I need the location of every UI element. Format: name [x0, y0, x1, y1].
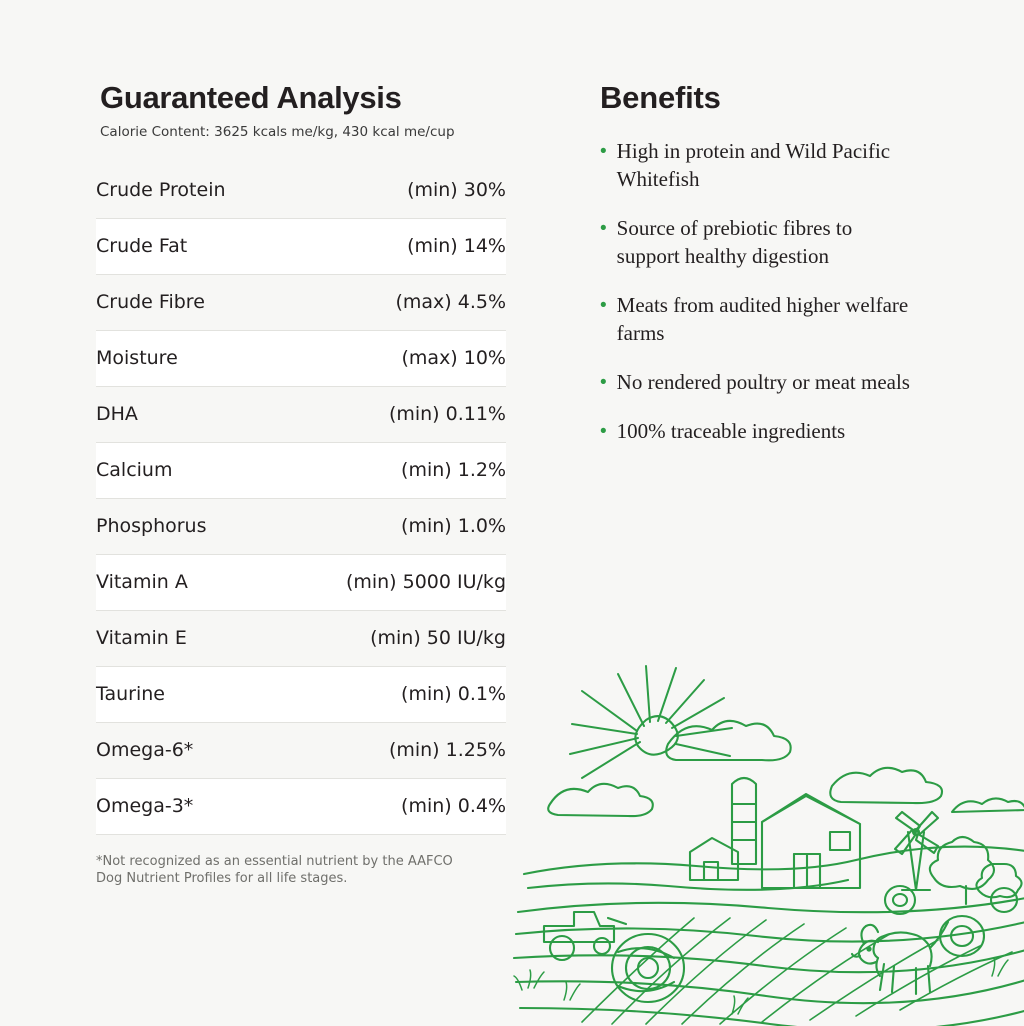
list-item: [600, 138, 960, 194]
nutrient-value: (max) 4.5%: [279, 274, 506, 330]
nutrient-value: (max) 10%: [279, 330, 506, 386]
benefit-text: Meats from audited higher welfare farms: [616, 292, 909, 345]
calorie-content-line: Calorie Content: 3625 kcals me/kg, 430 kcal me/cup: [100, 124, 455, 140]
list-item: [600, 369, 960, 398]
nutrient-name: Vitamin E: [96, 610, 279, 666]
nutrient-table: [96, 162, 506, 835]
table-row: [96, 778, 506, 834]
bullet-icon: •: [600, 371, 607, 393]
bullet-icon: •: [600, 294, 607, 316]
table-row: [96, 498, 506, 554]
nutrient-value: (min) 0.11%: [279, 386, 506, 442]
table-row: [96, 218, 506, 274]
nutrient-name: Omega-6*: [96, 722, 279, 778]
list-item: [600, 215, 960, 271]
bullet-icon: •: [600, 217, 607, 239]
table-row: [96, 442, 506, 498]
nutrient-name: Crude Fibre: [96, 274, 279, 330]
guaranteed-analysis-title: Guaranteed Analysis: [100, 80, 402, 115]
table-row: [96, 330, 506, 386]
footnote: *Not recognized as an essential nutrient by the AAFCO Dog Nutrient Profiles for all life stages.: [96, 853, 453, 887]
benefit-text: Source of prebiotic fibres to support healthy digestion: [616, 215, 853, 268]
table-row: [96, 554, 506, 610]
nutrient-name: Calcium: [96, 442, 279, 498]
nutrient-value: (min) 30%: [279, 162, 506, 218]
table-row: [96, 274, 506, 330]
table-row: [96, 610, 506, 666]
bullet-icon: •: [600, 421, 607, 443]
nutrient-name: DHA: [96, 386, 279, 442]
nutrient-name: Taurine: [96, 666, 279, 722]
benefit-text: 100% traceable ingredients: [616, 419, 846, 444]
nutrient-value: (min) 14%: [279, 218, 506, 274]
bullet-icon: •: [600, 141, 607, 162]
nutrient-value: (min) 1.2%: [279, 442, 506, 498]
benefit-text: No rendered poultry or meat meals: [616, 369, 910, 394]
list-item: [600, 292, 960, 348]
table-row: [96, 162, 506, 218]
nutrient-name: Omega-3*: [96, 778, 279, 834]
table-row: [96, 666, 506, 722]
nutrient-value: (min) 0.1%: [279, 666, 506, 722]
benefits-title: Benefits: [600, 80, 721, 115]
nutrient-name: Vitamin A: [96, 554, 279, 610]
nutrient-value: (min) 0.4%: [279, 778, 506, 834]
guaranteed-analysis-section: [96, 80, 506, 901]
table-row: [96, 386, 506, 442]
table-row: [96, 722, 506, 778]
list-item: [600, 418, 960, 447]
nutrient-name: Moisture: [96, 330, 279, 386]
nutrient-value: (min) 1.25%: [279, 722, 506, 778]
nutrient-name: Phosphorus: [96, 498, 279, 554]
farm-landscape-icon: [432, 636, 1024, 1026]
benefits-section: [600, 80, 960, 468]
nutrient-value: (min) 50 IU/kg: [279, 610, 506, 666]
nutrient-value: (min) 5000 IU/kg: [279, 554, 506, 610]
nutrient-name: Crude Protein: [96, 162, 279, 218]
benefit-text: High in protein and Wild Pacific Whitefish: [616, 139, 891, 191]
nutrient-value: (min) 1.0%: [279, 498, 506, 554]
nutrient-name: Crude Fat: [96, 218, 279, 274]
